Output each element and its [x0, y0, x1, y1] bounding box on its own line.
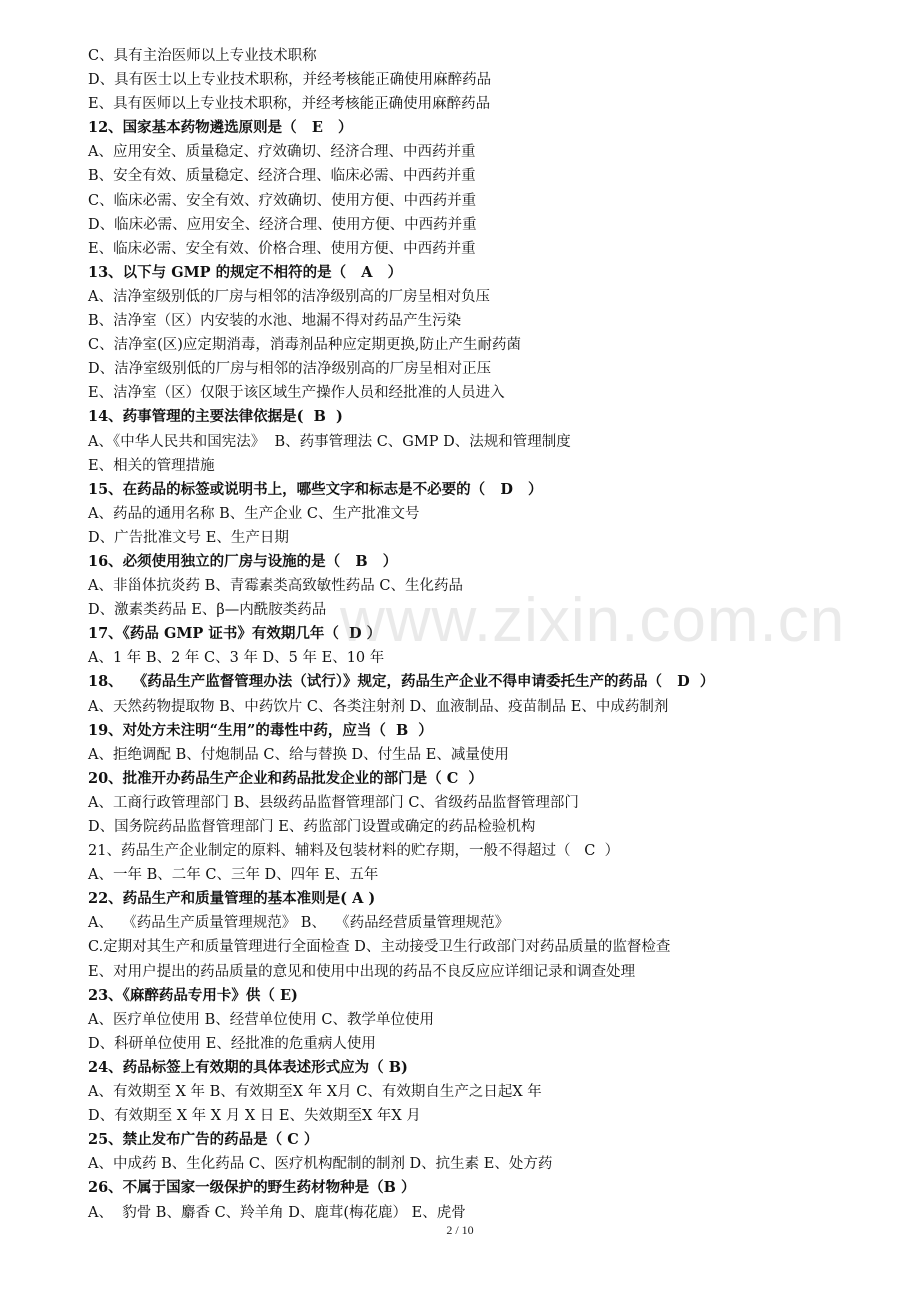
option-line: A、医疗单位使用 B、经营单位使用 C、教学单位使用 — [88, 1011, 434, 1028]
option-line: A、有效期至 X 年 B、有效期至X 年 X月 C、有效期自生产之日起X 年 — [88, 1084, 542, 1101]
option-line: D、洁净室级别低的厂房与相邻的洁净级别高的厂房呈相对正压 — [88, 361, 492, 378]
option-line: C、临床必需、安全有效、疗效确切、使用方便、中西药并重 — [88, 192, 477, 209]
question-line: 18、 《药品生产监督管理办法（试行）》规定，药品生产企业不得申请委托生产的药品（ D ） — [88, 673, 715, 691]
option-line: A、工商行政管理部门 B、县级药品监督管理部门 C、省级药品监督管理部门 — [88, 794, 579, 811]
option-line: A、天然药物提取物 B、中药饮片 C、各类注射剂 D、血液制品、疫苗制品 E、中成药制剂 — [88, 698, 669, 715]
option-line: 21、药品生产企业制定的原料、辅料及包装材料的贮存期，一般不得超过（ C ） — [88, 843, 620, 860]
page-number: 2 / 10 — [446, 1223, 474, 1237]
question-line: 20、批准开办药品生产企业和药品批发企业的部门是（ C ） — [88, 769, 483, 787]
question-line: 25、禁止发布广告的药品是（ C ） — [88, 1131, 319, 1149]
option-line: A、药品的通用名称 B、生产企业 C、生产批准文号 — [88, 505, 420, 522]
option-line: B、安全有效、质量稳定、经济合理、临床必需、中西药并重 — [88, 168, 476, 185]
question-line: 17、《药品 GMP 证书》有效期几年（ D ） — [88, 625, 382, 643]
option-line: D、临床必需、应用安全、经济合理、使用方便、中西药并重 — [88, 216, 477, 233]
option-line: D、具有医士以上专业技术职称，并经考核能正确使用麻醉药品 — [88, 72, 492, 89]
option-line: A、应用安全、质量稳定、疗效确切、经济合理、中西药并重 — [88, 144, 476, 161]
option-line: D、有效期至 X 年 X 月 X 日 E、失效期至X 年X 月 — [88, 1108, 421, 1125]
option-line: E、临床必需、安全有效、价格合理、使用方便、中西药并重 — [88, 240, 476, 257]
option-line: A、非甾体抗炎药 B、青霉素类高致敏性药品 C、生化药品 — [88, 578, 463, 595]
option-line: E、相关的管理措施 — [88, 457, 215, 474]
option-line: A、中成药 B、生化药品 C、医疗机构配制的制剂 D、抗生素 E、处方药 — [88, 1156, 553, 1173]
option-line: E、洁净室（区）仅限于该区域生产操作人员和经批准的人员进入 — [88, 385, 505, 402]
watermark: www.zixin.com.cn — [340, 586, 846, 655]
option-line: C、具有主治医师以上专业技术职称 — [88, 48, 317, 64]
option-line: A、洁净室级别低的厂房与相邻的洁净级别高的厂房呈相对负压 — [88, 288, 490, 305]
option-line: C、洁净室(区)应定期消毒，消毒剂品种应定期更换,防止产生耐药菌 — [88, 337, 522, 354]
question-line: 26、不属于国家一级保护的野生药材物种是（B ） — [88, 1179, 416, 1197]
question-line: 16、必须使用独立的厂房与设施的是（ B ） — [88, 552, 398, 570]
option-line: D、激素类药品 E、β—内酰胺类药品 — [88, 602, 327, 619]
option-line: A、《中华人民共和国宪法》 B、药事管理法 C、GMP D、法规和管理制度 — [88, 433, 571, 450]
option-line: C.定期对其生产和质量管理进行全面检查 D、主动接受卫生行政部门对药品质量的监督检查 — [88, 939, 671, 956]
option-line: A、 豹骨 B、麝香 C、羚羊角 D、鹿茸(梅花鹿） E、虎骨 — [88, 1204, 466, 1221]
question-line: 22、药品生产和质量管理的基本准则是( A ) — [88, 890, 376, 908]
question-line: 12、国家基本药物遴选原则是（ E ） — [88, 119, 353, 137]
option-line: D、国务院药品监督管理部门 E、药监部门设置或确定的药品检验机构 — [88, 819, 536, 835]
option-line: A、一年 B、二年 C、三年 D、四年 E、五年 — [88, 867, 379, 884]
option-line: B、洁净室（区）内安装的水池、地漏不得对药品产生污染 — [88, 313, 462, 330]
option-line: E、具有医师以上专业技术职称，并经考核能正确使用麻醉药品 — [88, 96, 491, 113]
option-line: A、1 年 B、2 年 C、3 年 D、5 年 E、10 年 — [88, 650, 385, 667]
question-line: 19、对处方未注明“生用”的毒性中药，应当（ B ） — [88, 721, 433, 739]
question-line: 13、以下与 GMP 的规定不相符的是（ A ） — [88, 263, 403, 281]
question-line: 24、药品标签上有效期的具体表述形式应为（ B) — [88, 1058, 408, 1076]
option-line: D、科研单位使用 E、经批准的危重病人使用 — [88, 1035, 376, 1052]
option-line: A、 《药品生产质量管理规范》 B、 《药品经营质量管理规范》 — [88, 915, 510, 932]
option-line: E、对用户提出的药品质量的意见和使用中出现的药品不良反应应详细记录和调查处理 — [88, 963, 636, 980]
option-line: D、广告批准文号 E、生产日期 — [88, 529, 289, 546]
question-line: 14、药事管理的主要法律依据是( B ) — [88, 408, 343, 426]
question-line: 15、在药品的标签或说明书上，哪些文字和标志是不必要的（ D ） — [88, 480, 543, 498]
option-line: A、拒绝调配 B、付炮制品 C、给与替换 D、付生品 E、减量使用 — [88, 746, 509, 763]
question-line: 23、《麻醉药品专用卡》供（ E) — [88, 986, 298, 1004]
